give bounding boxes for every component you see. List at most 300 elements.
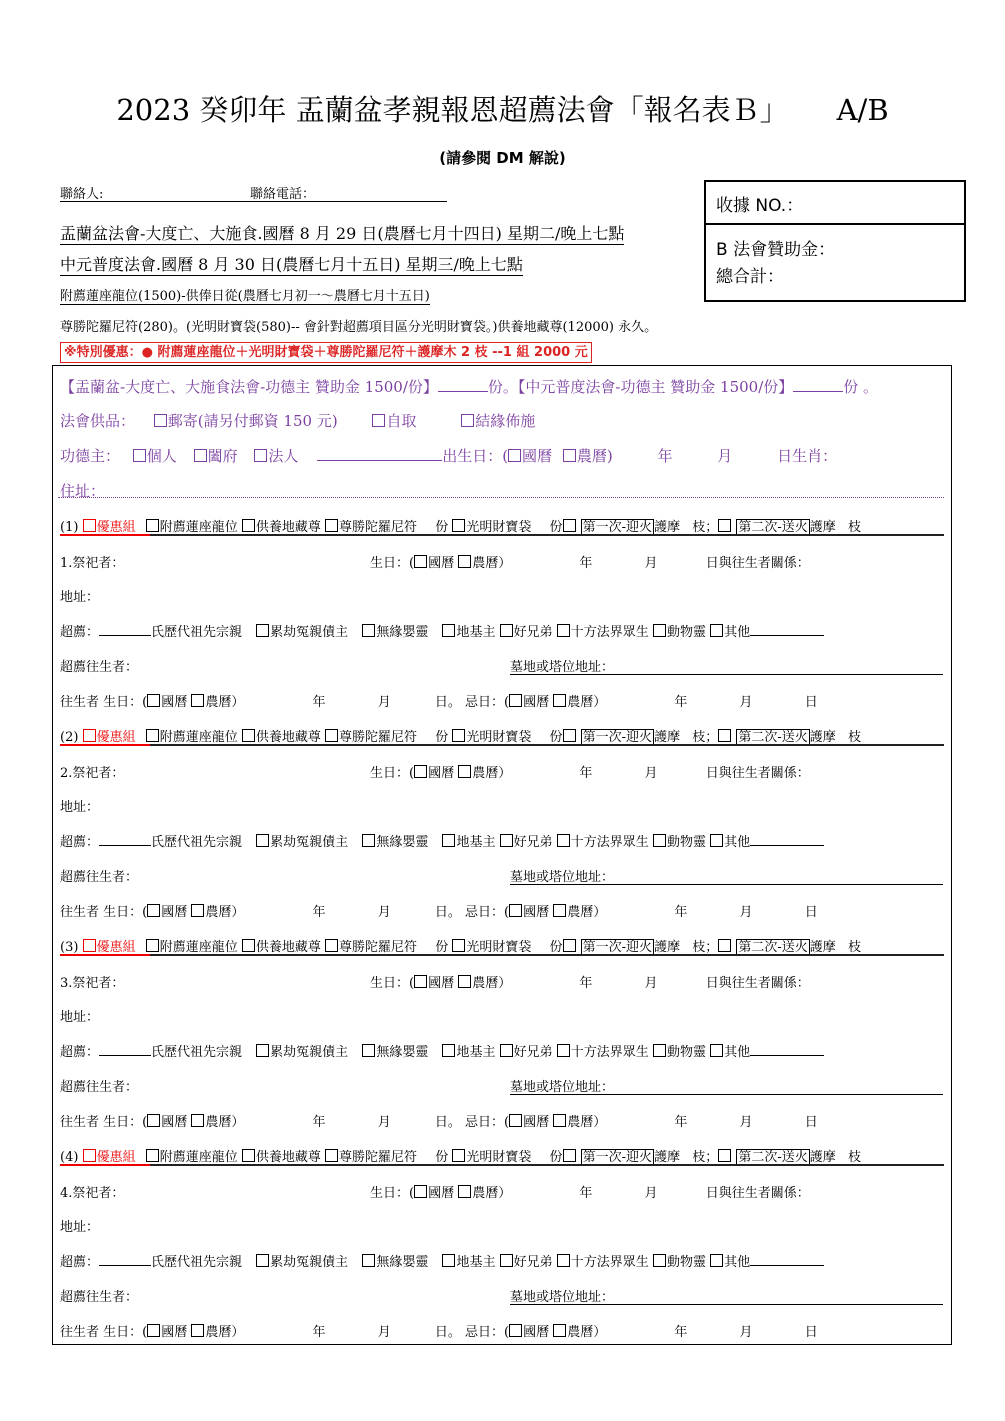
discount-option[interactable]	[83, 730, 136, 745]
death-solar-label: 國曆	[523, 1325, 550, 1340]
checkbox-icon[interactable]	[191, 1114, 204, 1127]
checkbox-icon[interactable]	[458, 765, 471, 778]
karmic-creditors-label: 累劫冤親債主	[270, 835, 349, 850]
checkbox-icon[interactable]	[563, 519, 576, 532]
group-number: (2)	[60, 730, 79, 745]
lotus-seat-label: 附薦蓮座龍位	[159, 1150, 238, 1165]
land-guardian-label: 地基主	[456, 835, 496, 850]
donation-label: B 法會贊助金：	[716, 240, 836, 260]
deceased-dates-row	[60, 691, 818, 710]
discount-underline	[60, 534, 150, 536]
checkbox-icon[interactable]	[718, 939, 731, 952]
checkbox-icon[interactable]	[83, 1149, 96, 1162]
total-label: 總合計：	[716, 267, 784, 287]
checkbox-icon[interactable]	[710, 1044, 723, 1057]
patron-address-field[interactable]	[58, 497, 944, 498]
deceased-label: 超薦往生者：	[60, 870, 139, 885]
checkbox-icon[interactable]	[191, 1324, 204, 1337]
birth-year: 年	[579, 976, 593, 991]
deceased-year: 年	[312, 905, 326, 920]
birth-month: 月	[644, 556, 658, 571]
land-guardian-label: 地基主	[456, 1045, 496, 1060]
checkbox-icon[interactable]	[557, 834, 570, 847]
ksitigarbha-label: 供養地藏尊	[255, 730, 321, 745]
checkbox-icon[interactable]	[557, 1254, 570, 1267]
group-number: (3)	[60, 940, 79, 955]
surname-field[interactable]	[99, 1055, 151, 1056]
checkbox-icon[interactable]	[362, 834, 375, 847]
checkbox-icon[interactable]	[563, 449, 576, 462]
group-divider	[60, 1164, 944, 1166]
patron-label: 功德主：	[60, 447, 121, 465]
offering-pickup-label: 自取	[386, 412, 417, 430]
surname-field[interactable]	[99, 635, 151, 636]
infant-spirits-label: 無緣嬰靈	[376, 1255, 429, 1270]
patron-zodiac: 日生肖：	[777, 447, 838, 465]
treasure-bag-label: 光明財寶袋	[466, 1150, 532, 1165]
first-fire-count: 枝；	[692, 940, 719, 955]
sacrificer-birth-row	[370, 762, 810, 781]
death-month: 月	[739, 1115, 753, 1130]
deceased-day: 日。	[434, 905, 461, 920]
discount-label: 優惠組	[96, 940, 136, 955]
checkbox-icon[interactable]	[147, 1324, 160, 1337]
discount-option[interactable]	[83, 1150, 136, 1165]
checkbox-icon[interactable]	[414, 975, 427, 988]
group-header-row	[60, 726, 861, 745]
checkbox-icon[interactable]	[242, 729, 255, 742]
offering-donate-label: 結緣佈施	[475, 412, 536, 430]
chaojian-row	[60, 831, 824, 850]
patron-year: 年	[657, 447, 673, 465]
ksitigarbha-label: 供養地藏尊	[255, 940, 321, 955]
zhongyuan-sponsor-qty[interactable]	[793, 391, 843, 392]
checkbox-icon[interactable]	[147, 904, 160, 917]
deceased-lunar-label: 農曆）	[205, 1325, 245, 1340]
offering-label: 法會供品：	[60, 412, 136, 430]
checkbox-icon[interactable]	[254, 449, 267, 462]
second-fire-unit: 護摩	[809, 1150, 836, 1165]
lunar-label: 農曆）	[472, 766, 512, 781]
patron-month: 月	[717, 447, 733, 465]
ancestors-label: 氏歷代祖先宗親	[151, 835, 243, 850]
second-fire-unit: 護摩	[809, 730, 836, 745]
ancestors-label: 氏歷代祖先宗親	[151, 1255, 243, 1270]
deceased-lunar-label: 農曆）	[205, 695, 245, 710]
chaojian-label: 超薦：	[60, 625, 100, 640]
wandering-spirits-label: 好兄弟	[513, 1045, 553, 1060]
chaojian-label: 超薦：	[60, 1255, 100, 1270]
deceased-label: 超薦往生者：	[60, 1290, 139, 1305]
deceased-birth-label: 往生者 生日：(	[60, 695, 148, 710]
group-divider	[60, 534, 944, 536]
deceased-birth-label: 往生者 生日：(	[60, 905, 148, 920]
first-fire-unit: 護摩	[654, 520, 681, 535]
checkbox-icon[interactable]	[509, 694, 522, 707]
other-field[interactable]	[750, 845, 824, 846]
title-text: 2023 癸卯年 盂蘭盆孝親報恩超薦法會「報名表Ｂ」	[116, 93, 789, 127]
infant-spirits-label: 無緣嬰靈	[376, 1045, 429, 1060]
animal-spirits-label: 動物靈	[666, 1045, 706, 1060]
checkbox-icon[interactable]	[362, 1044, 375, 1057]
chaojian-label: 超薦：	[60, 835, 100, 850]
checkbox-icon[interactable]	[256, 624, 269, 637]
checkbox-icon[interactable]	[500, 1254, 513, 1267]
death-day: 日	[804, 905, 818, 920]
discount-underline	[60, 954, 150, 956]
birth-month: 月	[644, 766, 658, 781]
second-fire-count: 枝	[847, 730, 861, 745]
checkbox-icon[interactable]	[500, 1044, 513, 1057]
grave-label: 墓地或塔位地址：	[510, 870, 615, 885]
deceased-day: 日。	[434, 1325, 461, 1340]
checkbox-icon[interactable]	[146, 519, 159, 532]
checkbox-icon[interactable]	[242, 519, 255, 532]
land-guardian-label: 地基主	[456, 625, 496, 640]
patron-lunar-label: 農曆)	[576, 447, 613, 465]
checkbox-icon[interactable]	[653, 1044, 666, 1057]
other-label: 其他	[724, 1045, 751, 1060]
treasure-bag-unit: 份	[549, 1150, 563, 1165]
checkbox-icon[interactable]	[452, 729, 465, 742]
all-beings-label: 十方法界眾生	[570, 625, 649, 640]
checkbox-icon[interactable]	[147, 1114, 160, 1127]
checkbox-icon[interactable]	[442, 1044, 455, 1057]
deceased-dates-row	[60, 1111, 818, 1130]
ancestors-label: 氏歷代祖先宗親	[151, 1045, 243, 1060]
relation-label: 日與往生者關係：	[705, 556, 810, 571]
group-header-row	[60, 936, 861, 955]
sponsor-row	[60, 376, 878, 397]
death-month: 月	[739, 905, 753, 920]
checkbox-icon[interactable]	[509, 1324, 522, 1337]
solar-label: 國曆	[428, 1186, 455, 1201]
checkbox-icon[interactable]	[256, 1044, 269, 1057]
deceased-lunar-label: 農曆）	[205, 905, 245, 920]
checkbox-icon[interactable]	[452, 519, 465, 532]
discount-option[interactable]	[83, 520, 136, 535]
dharani-label: 尊勝陀羅尼符	[339, 940, 418, 955]
checkbox-icon[interactable]	[242, 1149, 255, 1162]
checkbox-icon[interactable]	[508, 449, 521, 462]
treasure-bag-unit: 份	[549, 940, 563, 955]
deceased-solar-label: 國曆	[161, 905, 188, 920]
patron-name-field[interactable]	[317, 460, 442, 461]
discount-label: 優惠組	[96, 730, 136, 745]
checkbox-icon[interactable]	[653, 834, 666, 847]
deceased-birth-label: 往生者 生日：(	[60, 1325, 148, 1340]
birth-label: 生日：(	[370, 1186, 415, 1201]
surname-field[interactable]	[99, 1265, 151, 1266]
zhongyuan-unit: 份 。	[843, 378, 879, 396]
birth-year: 年	[579, 1186, 593, 1201]
group-divider	[60, 954, 944, 956]
death-month: 月	[739, 695, 753, 710]
discount-label: 優惠組	[96, 1150, 136, 1165]
checkbox-icon[interactable]	[718, 1149, 731, 1162]
treasure-bag-unit: 份	[549, 730, 563, 745]
karmic-creditors-label: 累劫冤親債主	[270, 625, 349, 640]
checkbox-icon[interactable]	[458, 975, 471, 988]
other-field[interactable]	[750, 1265, 824, 1266]
lotus-seat-label: 附薦蓮座龍位	[159, 730, 238, 745]
birth-label: 生日：(	[370, 976, 415, 991]
checkbox-icon[interactable]	[653, 624, 666, 637]
checkbox-icon[interactable]	[442, 834, 455, 847]
group-divider	[60, 744, 944, 746]
patron-solar-label: 國曆	[522, 447, 553, 465]
checkbox-icon[interactable]	[133, 449, 146, 462]
checkbox-icon[interactable]	[194, 449, 207, 462]
checkbox-icon[interactable]	[256, 1254, 269, 1267]
land-guardian-label: 地基主	[456, 1255, 496, 1270]
offering-donate-option[interactable]	[461, 412, 535, 430]
deceased-year: 年	[312, 1115, 326, 1130]
sacrificer-birth-row	[370, 1182, 810, 1201]
checkbox-icon[interactable]	[256, 834, 269, 847]
death-lunar-label: 農曆）	[567, 905, 607, 920]
death-year: 年	[674, 1115, 688, 1130]
first-fire-label: 第一次-迎火	[582, 940, 653, 955]
treasure-bag-label: 光明財寶袋	[466, 730, 532, 745]
death-solar-label: 國曆	[523, 695, 550, 710]
address-label: 地址：	[60, 590, 100, 605]
grave-field[interactable]	[510, 1304, 943, 1305]
phone-label: 聯絡電話：	[250, 187, 316, 202]
birth-year: 年	[579, 766, 593, 781]
other-label: 其他	[724, 625, 751, 640]
lunar-label: 農曆）	[472, 1186, 512, 1201]
dharani-unit: 份	[435, 730, 449, 745]
checkbox-icon[interactable]	[242, 939, 255, 952]
checkbox-icon[interactable]	[191, 694, 204, 707]
checkbox-icon[interactable]	[563, 729, 576, 742]
checkbox-icon[interactable]	[191, 904, 204, 917]
solar-label: 國曆	[428, 766, 455, 781]
deceased-lunar-label: 農曆）	[205, 1115, 245, 1130]
checkbox-icon[interactable]	[500, 624, 513, 637]
death-solar-label: 國曆	[523, 1115, 550, 1130]
checkbox-icon[interactable]	[553, 1324, 566, 1337]
offering-mail-option[interactable]	[154, 412, 338, 430]
checkbox-icon[interactable]	[710, 624, 723, 637]
first-fire-count: 枝；	[692, 730, 719, 745]
discount-option[interactable]	[83, 940, 136, 955]
checkbox-icon[interactable]	[563, 1149, 576, 1162]
patron-family-option[interactable]	[194, 447, 238, 465]
checkbox-icon[interactable]	[414, 1185, 427, 1198]
chaojian-row	[60, 621, 824, 640]
checkbox-icon[interactable]	[509, 904, 522, 917]
discount-label: 優惠組	[96, 520, 136, 535]
checkbox-icon[interactable]	[146, 939, 159, 952]
checkbox-icon[interactable]	[83, 519, 96, 532]
all-beings-label: 十方法界眾生	[570, 1045, 649, 1060]
treasure-bag-label: 光明財寶袋	[466, 520, 532, 535]
checkbox-icon[interactable]	[325, 519, 338, 532]
checkbox-icon[interactable]	[147, 694, 160, 707]
solar-label: 國曆	[428, 976, 455, 991]
infant-spirits-label: 無緣嬰靈	[376, 835, 429, 850]
death-lunar-label: 農曆）	[567, 695, 607, 710]
deceased-day: 日。	[434, 695, 461, 710]
checkbox-icon[interactable]	[509, 1114, 522, 1127]
checkbox-icon[interactable]	[553, 904, 566, 917]
first-fire-label: 第一次-迎火	[582, 520, 653, 535]
checkbox-icon[interactable]	[83, 939, 96, 952]
info-line-zhongyuan: 中元普度法會.國曆 8 月 30 日(農曆七月十五日) 星期三/晚上七點	[60, 252, 523, 276]
offering-mail-label: 郵寄(請另付郵資 150 元)	[167, 412, 338, 430]
grave-label: 墓地或塔位地址：	[510, 660, 615, 675]
sacrificer-label: 1.祭祀者：	[60, 556, 125, 571]
offering-pickup-option[interactable]	[372, 412, 416, 430]
death-label: 忌日：(	[465, 1115, 510, 1130]
second-fire-label: 第二次-送火	[738, 520, 808, 535]
checkbox-icon[interactable]	[710, 1254, 723, 1267]
checkbox-icon[interactable]	[452, 939, 465, 952]
discount-underline	[60, 1164, 150, 1166]
group-header-row	[60, 1146, 861, 1165]
birth-month: 月	[644, 976, 658, 991]
animal-spirits-label: 動物靈	[666, 835, 706, 850]
checkbox-icon[interactable]	[718, 519, 731, 532]
checkbox-icon[interactable]	[557, 624, 570, 637]
ullambana-sponsor-qty[interactable]	[438, 391, 488, 392]
checkbox-icon[interactable]	[146, 729, 159, 742]
group-number: (4)	[60, 1150, 79, 1165]
chaojian-label: 超薦：	[60, 1045, 100, 1060]
death-year: 年	[674, 1325, 688, 1340]
deceased-dates-row	[60, 901, 818, 920]
death-solar-label: 國曆	[523, 905, 550, 920]
checkbox-icon[interactable]	[154, 414, 167, 427]
info-line-lotus: 附薦蓮座龍位(1500)-供俸日從(農曆七月初一～農曆七月十五日)	[60, 285, 430, 305]
death-label: 忌日：(	[465, 695, 510, 710]
patron-individual-label: 個人	[146, 447, 177, 465]
title-page-marker: A/B	[836, 93, 889, 127]
first-fire-unit: 護摩	[654, 940, 681, 955]
first-fire-label: 第一次-迎火	[582, 1150, 653, 1165]
page-title	[0, 88, 1005, 129]
checkbox-icon[interactable]	[718, 729, 731, 742]
checkbox-icon[interactable]	[458, 1185, 471, 1198]
receipt-no[interactable]	[706, 182, 964, 225]
first-fire-unit: 護摩	[654, 730, 681, 745]
checkbox-icon[interactable]	[362, 1254, 375, 1267]
zhongyuan-sponsor-label: 【中元普度法會-功德主 贊助金 1500/份】	[517, 378, 794, 396]
deceased-dates-row	[60, 1321, 818, 1340]
grave-field[interactable]	[510, 1094, 943, 1095]
patron-family-label: 闔府	[207, 447, 238, 465]
second-fire-count: 枝	[847, 940, 861, 955]
patron-corp-option[interactable]	[254, 447, 298, 465]
grave-field[interactable]	[510, 884, 943, 885]
grave-field[interactable]	[510, 674, 943, 675]
lotus-seat-label: 附薦蓮座龍位	[159, 940, 238, 955]
checkbox-icon[interactable]	[710, 834, 723, 847]
dharani-unit: 份	[435, 520, 449, 535]
deceased-month: 月	[377, 1115, 391, 1130]
other-field[interactable]	[750, 1055, 824, 1056]
second-fire-count: 枝	[847, 520, 861, 535]
deceased-day: 日。	[434, 1115, 461, 1130]
ullambana-sponsor-label: 【盂蘭盆-大度亡、大施食法會-功德主 贊助金 1500/份】	[60, 378, 438, 396]
sacrificer-label: 4.祭祀者：	[60, 1186, 125, 1201]
birth-label: 生日：(	[370, 556, 415, 571]
checkbox-icon[interactable]	[414, 765, 427, 778]
infant-spirits-label: 無緣嬰靈	[376, 625, 429, 640]
lunar-label: 農曆）	[472, 556, 512, 571]
checkbox-icon[interactable]	[146, 1149, 159, 1162]
checkbox-icon[interactable]	[442, 624, 455, 637]
chaojian-row	[60, 1041, 824, 1060]
second-fire-count: 枝	[847, 1150, 861, 1165]
checkbox-icon[interactable]	[653, 1254, 666, 1267]
checkbox-icon[interactable]	[553, 694, 566, 707]
checkbox-icon[interactable]	[362, 624, 375, 637]
checkbox-icon[interactable]	[563, 939, 576, 952]
checkbox-icon[interactable]	[325, 939, 338, 952]
checkbox-icon[interactable]	[372, 414, 385, 427]
checkbox-icon[interactable]	[458, 555, 471, 568]
dharani-label: 尊勝陀羅尼符	[339, 1150, 418, 1165]
checkbox-icon[interactable]	[500, 834, 513, 847]
deceased-month: 月	[377, 905, 391, 920]
relation-label: 日與往生者關係：	[705, 1186, 810, 1201]
surname-field[interactable]	[99, 845, 151, 846]
receipt-box	[704, 180, 966, 302]
wandering-spirits-label: 好兄弟	[513, 625, 553, 640]
all-beings-label: 十方法界眾生	[570, 835, 649, 850]
deceased-label: 超薦往生者：	[60, 1080, 139, 1095]
birth-year: 年	[579, 556, 593, 571]
deceased-solar-label: 國曆	[161, 1115, 188, 1130]
birth-label: 生日：(	[370, 766, 415, 781]
checkbox-icon[interactable]	[452, 1149, 465, 1162]
patron-individual-option[interactable]	[133, 447, 177, 465]
checkbox-icon[interactable]	[414, 555, 427, 568]
relation-label: 日與往生者關係：	[705, 976, 810, 991]
death-day: 日	[804, 1115, 818, 1130]
receipt-amounts	[716, 237, 835, 291]
dharani-unit: 份	[435, 1150, 449, 1165]
grave-label: 墓地或塔位地址：	[510, 1080, 615, 1095]
other-field[interactable]	[750, 635, 824, 636]
ksitigarbha-label: 供養地藏尊	[255, 520, 321, 535]
ullambana-unit: 份。	[487, 378, 518, 396]
checkbox-icon[interactable]	[83, 729, 96, 742]
death-label: 忌日：(	[465, 1325, 510, 1340]
checkbox-icon[interactable]	[557, 1044, 570, 1057]
special-offer: ※特別優惠：● 附薦蓮座龍位＋光明財寶袋＋尊勝陀羅尼符＋護摩木 2 枝 --1 組 2000 元	[60, 342, 592, 363]
checkbox-icon[interactable]	[461, 414, 474, 427]
dharani-unit: 份	[435, 940, 449, 955]
death-year: 年	[674, 695, 688, 710]
patron-row	[60, 445, 837, 466]
sacrificer-birth-row	[370, 552, 810, 571]
checkbox-icon[interactable]	[325, 1149, 338, 1162]
address-label: 地址：	[60, 1220, 100, 1235]
first-fire-count: 枝；	[692, 1150, 719, 1165]
treasure-bag-unit: 份	[549, 520, 563, 535]
checkbox-icon[interactable]	[553, 1114, 566, 1127]
checkbox-icon[interactable]	[325, 729, 338, 742]
checkbox-icon[interactable]	[442, 1254, 455, 1267]
deceased-month: 月	[377, 695, 391, 710]
chaojian-row	[60, 1251, 824, 1270]
second-fire-label: 第二次-送火	[738, 1150, 808, 1165]
solar-label: 國曆	[428, 556, 455, 571]
